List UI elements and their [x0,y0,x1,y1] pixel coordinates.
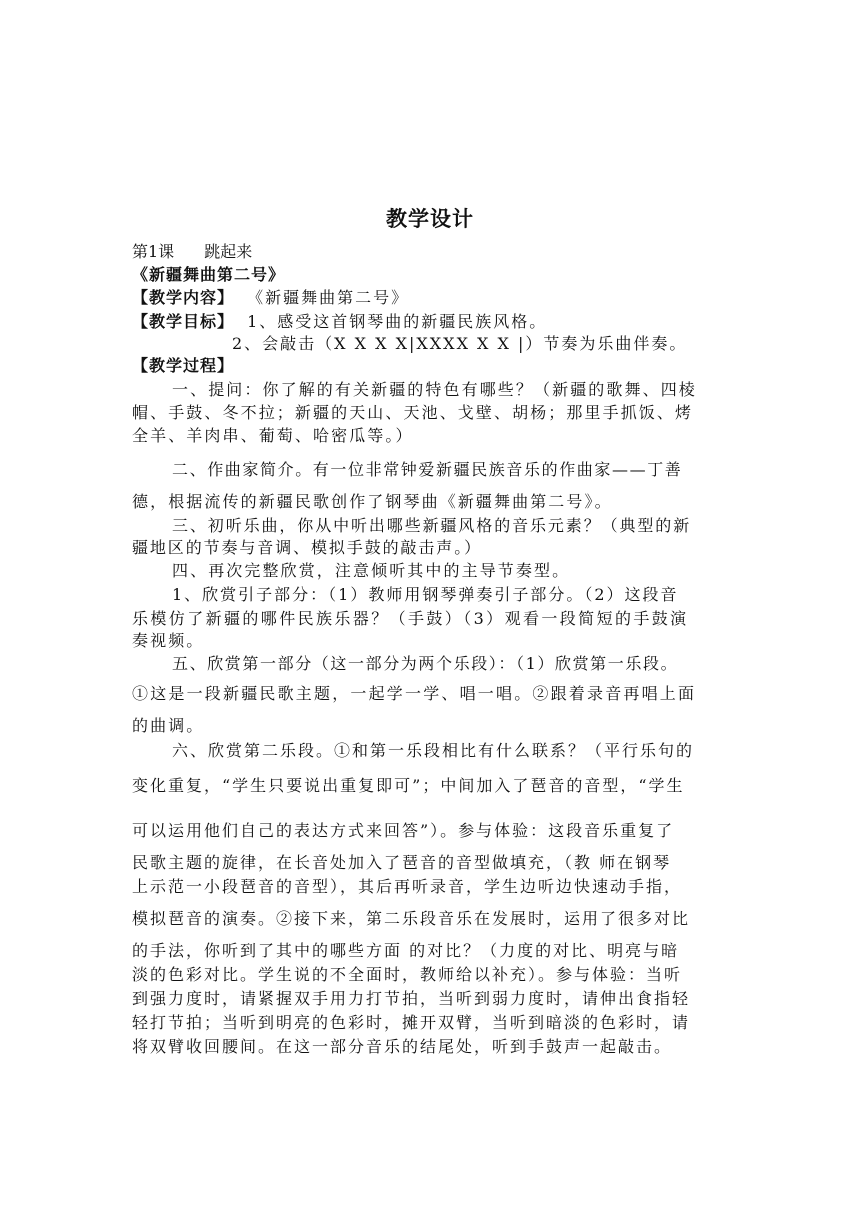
goal-item-1: 1、感受这首钢琴曲的新疆民族风格。 [247,312,548,331]
document-title: 教学设计 [386,207,474,231]
content-label: 【教学内容】 [132,288,235,307]
body-line: 四、再次完整欣赏，注意倾听其中的主导节奏型。 [172,561,571,580]
process-label: 【教学过程】 [132,356,235,375]
lesson-heading [132,242,252,262]
lesson-number: 第1课 [132,242,175,261]
body-line: 五、欣赏第一部分（这一部分为两个乐段）：（1）欣赏第一乐段。 [172,654,679,673]
body-line: 疆地区的节奏与音调、模拟手鼓的敲击声。） [132,538,483,557]
body-line: 二、作曲家简介。有一位非常钟爱新疆民族音乐的作曲家——丁善 [172,460,683,479]
goals-label: 【教学目标】 [132,312,235,331]
body-line: 淡的色彩对比。学生说的不全面时，教师给以补充）。参与体验：当听 [132,965,683,984]
body-line: 一、提问：你了解的有关新疆的特色有哪些？（新疆的歌舞、四棱 [172,380,697,399]
body-line: 变化重复，“学生只要说出重复即可”；中间加入了琶音的音型，“学生 [132,776,685,795]
content-row [132,288,409,308]
body-line: 六、欣赏第二乐段。①和第一乐段相比有什么联系？（平行乐句的 [172,741,695,760]
body-line: 全羊、羊肉串、葡萄、哈密瓜等。） [132,426,414,445]
body-line: 上示范一小段琶音的音型），其后再听录音，学生边听边快速动手指， [132,877,683,896]
body-line: 民歌主题的旋律，在长音处加入了琶音的音型做填充，（教 师在钢琴 [132,853,672,872]
body-line: ①这是一段新疆民歌主题，一起学一学、唱一唱。②跟着录音再唱上面 [132,684,697,703]
body-line: 1、欣赏引子部分：（1）教师用钢琴弹奏引子部分。（2）这段音 [172,585,679,604]
body-line: 的手法，你听到了其中的哪些方面 的对比？（力度的对比、明亮与暗 [132,941,680,960]
body-line: 的曲调。 [132,716,205,735]
body-line: 帽、手鼓、冬不拉；新疆的天山、天池、戈壁、胡杨；那里手抓饭、烤 [132,403,694,422]
body-line: 模拟琶音的演奏。②接下来，第二乐段音乐在发展时，运用了很多对比 [132,909,691,928]
body-line: 德，根据流传的新疆民歌创作了钢琴曲《新疆舞曲第二号》。 [132,492,613,511]
body-line: 可以运用他们自己的表达方式来回答”）。参与体验：这段音乐重复了 [132,821,675,840]
body-line: 到强力度时，请紧握双手用力打节拍，当听到弱力度时，请伸出食指轻 [132,989,691,1008]
goals-row [132,312,547,332]
body-line: 将双臂收回腰间。在这一部分音乐的结尾处，听到手鼓声一起敲击。 [132,1037,673,1056]
body-line: 奏视频。 [132,631,205,650]
piece-title: 《新疆舞曲第二号》 [132,265,286,284]
goal-item-2: 2、会敲击（X X X X|XXXX X X |）节奏为乐曲伴奏。 [232,334,688,353]
content-text: 《新疆舞曲第二号》 [247,288,410,307]
body-line: 乐模仿了新疆的哪件民族乐器？（手鼓）（3）观看一段简短的手鼓演 [132,609,689,628]
body-line: 轻打节拍；当听到明亮的色彩时，摊开双臂，当听到暗淡的色彩时，请 [132,1013,691,1032]
lesson-name: 跳起来 [204,242,253,261]
body-line: 三、初听乐曲，你从中听出哪些新疆风格的音乐元素？（典型的新 [172,516,692,535]
